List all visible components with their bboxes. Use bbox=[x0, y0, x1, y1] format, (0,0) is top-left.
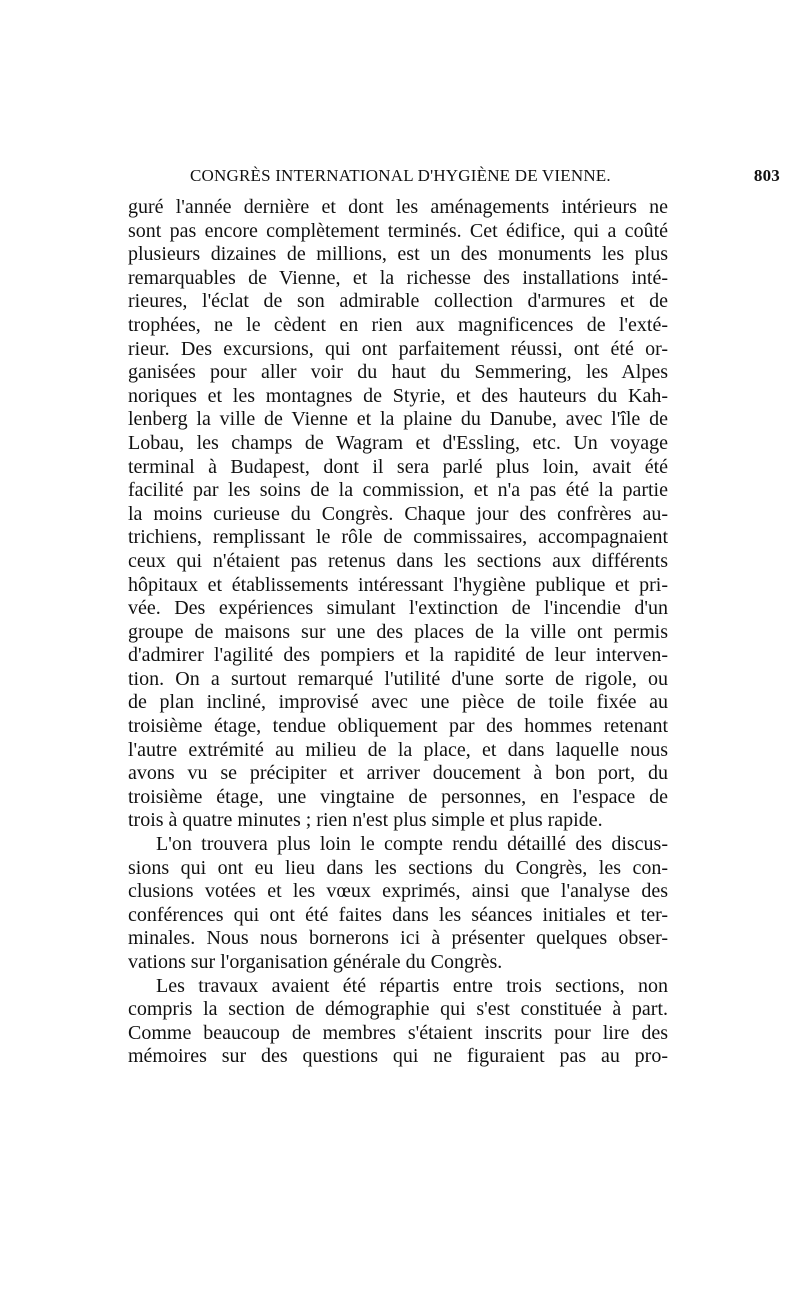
text-line: conférences qui ont été faites dans les séances initiales et ter- bbox=[128, 903, 668, 926]
text-line: remarquables de Vienne, et la richesse des installations inté- bbox=[128, 266, 668, 289]
text-line: de plan incliné, improvisé avec une pièce de toile fixée au bbox=[128, 691, 668, 714]
text-line: guré l'année dernière et dont les aménagements intérieurs ne bbox=[128, 196, 668, 218]
text-line: Lobau, les champs de Wagram et d'Essling, etc. Un voyage bbox=[128, 431, 668, 454]
text-line: la moins curieuse du Congrès. Chaque jour des confrères au- bbox=[128, 502, 668, 525]
body-text bbox=[128, 196, 668, 1069]
text-line: compris la section de démographie qui s'est constituée à part. bbox=[128, 998, 668, 1021]
text-line: terminal à Budapest, dont il sera parlé plus loin, avait été bbox=[128, 455, 668, 478]
text-line: Les travaux avaient été répartis entre trois sections, non bbox=[156, 974, 668, 997]
text-line: d'admirer l'agilité des pompiers et la rapidité de leur interven- bbox=[128, 644, 668, 667]
text-line: sions qui ont eu lieu dans les sections du Congrès, les con- bbox=[128, 856, 668, 879]
page-number: 803 bbox=[753, 166, 780, 185]
text-line: mémoires sur des questions qui ne figuraient pas au pro- bbox=[128, 1045, 668, 1068]
text-line: tion. On a surtout remarqué l'utilité d'une sorte de rigole, ou bbox=[128, 667, 668, 690]
text-line: vée. Des expériences simulant l'extinction de l'incendie d'un bbox=[128, 597, 668, 620]
text-line: rieur. Des excursions, qui ont parfaitement réussi, ont été or- bbox=[128, 337, 668, 360]
text-line: L'on trouvera plus loin le compte rendu détaillé des discus- bbox=[156, 833, 668, 856]
text-line: clusions votées et les vœux exprimés, ainsi que l'analyse des bbox=[128, 880, 668, 903]
running-title: CONGRÈS INTERNATIONAL D'HYGIÈNE DE VIENNE. bbox=[190, 166, 611, 185]
text-line: groupe de maisons sur une des places de la ville ont permis bbox=[128, 620, 668, 643]
text-line: sont pas encore complètement terminés. Cet édifice, qui a coûté bbox=[128, 219, 668, 242]
text-line: hôpitaux et établissements intéressant l'hygiène publique et pri- bbox=[128, 573, 668, 596]
text-line: avons vu se précipiter et arriver doucement à bon port, du bbox=[128, 762, 668, 785]
text-line: plusieurs dizaines de millions, est un des monuments les plus bbox=[128, 243, 668, 266]
text-line: facilité par les soins de la commission, et n'a pas été la partie bbox=[128, 479, 668, 502]
text-line: trichiens, remplissant le rôle de commissaires, accompagnaient bbox=[128, 526, 668, 549]
text-line: minales. Nous nous bornerons ici à présenter quelques obser- bbox=[128, 927, 668, 950]
text-line: Comme beaucoup de membres s'étaient inscrits pour lire des bbox=[128, 1021, 668, 1044]
text-line: vations sur l'organisation générale du Congrès. bbox=[128, 951, 503, 973]
text-line: troisième étage, tendue obliquement par des hommes retenant bbox=[128, 715, 668, 738]
text-line: lenberg la ville de Vienne et la plaine du Danube, avec l'île de bbox=[128, 408, 668, 431]
text-line: l'autre extrémité au milieu de la place, et dans laquelle nous bbox=[128, 738, 668, 761]
text-line: ganisées pour aller voir du haut du Semmering, les Alpes bbox=[128, 361, 668, 384]
text-line: noriques et les montagnes de Styrie, et des hauteurs du Kah- bbox=[128, 384, 668, 407]
text-line: rieures, l'éclat de son admirable collection d'armures et de bbox=[128, 290, 668, 313]
running-head bbox=[190, 166, 780, 190]
text-line: ceux qui n'étaient pas retenus dans les sections aux différents bbox=[128, 549, 668, 572]
text-line: trois à quatre minutes ; rien n'est plus simple et plus rapide. bbox=[128, 809, 603, 832]
text-line: trophées, ne le cèdent en rien aux magnificences de l'exté- bbox=[128, 313, 668, 336]
text-line: troisième étage, une vingtaine de personnes, en l'espace de bbox=[128, 785, 668, 808]
